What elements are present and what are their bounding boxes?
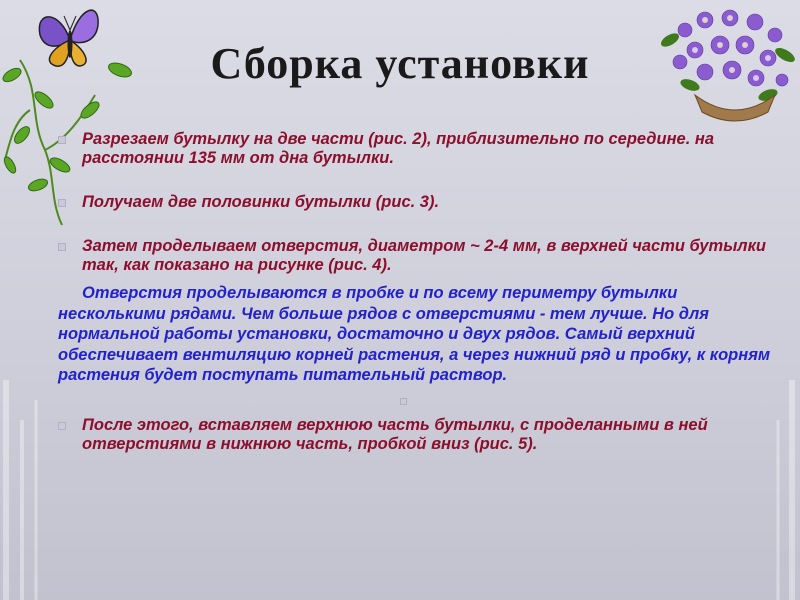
bullet-text: Получаем две половинки бутылки (рис. 3). <box>82 193 440 211</box>
bullet-item <box>58 237 786 275</box>
slide-title: Сборка установки <box>210 39 590 88</box>
bullet-marker-icon <box>58 422 66 430</box>
bullet-marker-icon <box>58 243 66 251</box>
bullet-item <box>58 130 786 168</box>
bullet-text: После этого, вставляем верхнюю часть бутылки, с проделанными в ней отверстиями в нижнюю часть, пробкой вниз (рис. 5). <box>82 415 708 453</box>
bullet-text: Затем проделываем отверстия, диаметром ~ 2-4 мм, в верхней части бутылки так, как показано на рисунке (рис. 4). <box>82 237 767 274</box>
note-paragraph <box>58 283 786 386</box>
note-text: Отверстия проделываются в пробке и по всему периметру бутылки несколькими рядами. Чем больше рядов с отверстиями - тем лучше. Но для нормальной работы установки, достаточно и двух рядов. Самый верхний обеспечивает вентиляцию корней растения, а через нижний ряд и пробку, к корням растения будет поступать питательный раствор. <box>58 284 771 384</box>
bullet-marker-icon <box>400 398 407 405</box>
bullet-item <box>58 416 786 454</box>
empty-bullet <box>58 392 786 410</box>
bullet-marker-icon <box>58 136 66 144</box>
bullet-marker-icon <box>58 199 66 207</box>
slide-body <box>58 130 786 479</box>
bullet-item <box>58 193 786 212</box>
bullet-text: Разрезаем бутылку на две части (рис. 2), приблизительно по середине. на расстоянии 135 мм от дна бутылки. <box>82 130 715 167</box>
